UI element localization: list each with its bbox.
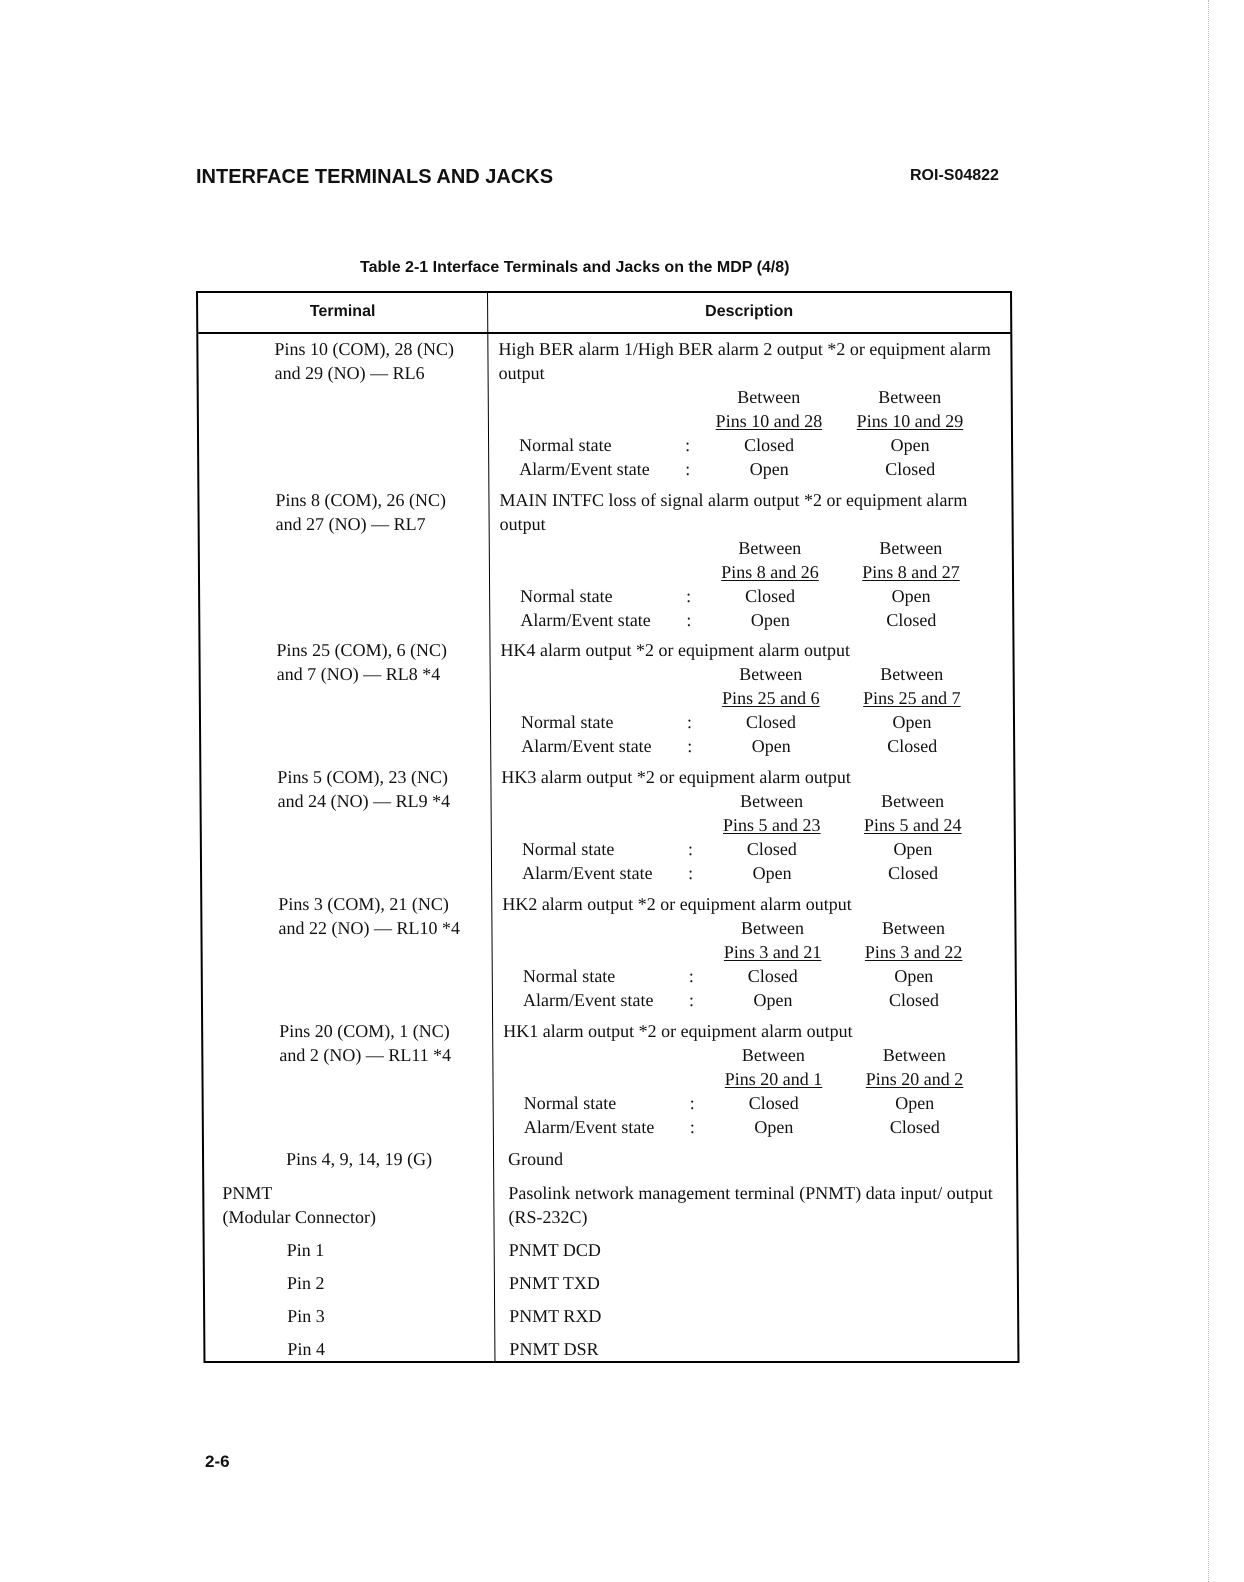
terminal-line: and 2 (NO) — RL11 *4 (279, 1045, 452, 1065)
pins-a-label (698, 1067, 848, 1091)
pins-a-text: Pins 25 and 6 (722, 688, 820, 708)
pin3-description: PNMT RXD (509, 1306, 602, 1326)
pins-a-text: Pins 10 and 28 (715, 411, 823, 431)
pin3-terminal: Pin 3 (287, 1306, 325, 1326)
alarm-state-label: Alarm/Event state (523, 1117, 655, 1137)
pnmt-terminal-line1: PNMT (222, 1183, 273, 1203)
between-a-label: Between (740, 918, 805, 938)
between-b-label: Between (878, 387, 942, 407)
pins-b-label (835, 409, 985, 433)
colon: : (686, 586, 692, 606)
normal-state-label: Normal state (520, 712, 614, 732)
pins-b-label (839, 1067, 989, 1091)
alarm-value-a: Open (750, 610, 790, 630)
terminal-line: and 22 (NO) — RL10 *4 (278, 918, 461, 938)
normal-value-a: Closed (743, 435, 795, 455)
terminal-line: Pins 3 (COM), 21 (NC) (278, 894, 449, 914)
table-caption: Table 2-1 Interface Terminals and Jacks on the MDP (4/8) (360, 259, 790, 276)
pins-a-label (695, 560, 845, 584)
between-a-label: Between (741, 1045, 805, 1065)
section-title: INTERFACE TERMINALS AND JACKS (196, 166, 554, 188)
row-description: HK4 alarm output *2 or equipment alarm output (500, 640, 851, 660)
between-a-label: Between (739, 791, 804, 811)
alarm-value-b: Closed (885, 459, 936, 479)
colon: : (687, 863, 694, 883)
interface-table (196, 291, 1019, 1363)
page-number: 2-6 (205, 1452, 230, 1471)
ground-description: Ground (507, 1149, 564, 1169)
alarm-state-label: Alarm/Event state (522, 990, 654, 1010)
between-b-label: Between (882, 1045, 946, 1065)
pins-a-text: Pins 20 and 1 (724, 1069, 823, 1089)
pnmt-description: Pasolink network management terminal (PNMT) data input/ output (RS-232C) (508, 1183, 993, 1227)
normal-value-b: Open (892, 712, 932, 732)
pin1-terminal: Pin 1 (286, 1240, 325, 1260)
between-a-label: Between (737, 387, 801, 407)
alarm-value-b: Closed (889, 1117, 940, 1137)
normal-state-label: Normal state (521, 839, 615, 859)
page-edge-line (1208, 0, 1209, 1582)
pnmt-terminal-line2: (Modular Connector) (222, 1207, 377, 1227)
pins-a-text: Pins 3 and 21 (723, 942, 822, 962)
colon: : (686, 712, 693, 732)
document-code: ROI-S04822 (910, 167, 999, 184)
pins-b-label (839, 940, 989, 964)
alarm-state-label: Alarm/Event state (519, 459, 650, 479)
pins-b-text: Pins 10 and 29 (856, 411, 964, 431)
header-rule (198, 332, 1010, 334)
normal-value-b: Open (895, 1093, 935, 1113)
alarm-value-a: Open (751, 736, 791, 756)
pins-a-label (698, 940, 848, 964)
normal-value-b: Open (894, 966, 934, 986)
normal-value-a: Closed (745, 586, 796, 606)
pin2-terminal: Pin 2 (286, 1273, 325, 1293)
pins-b-label (836, 560, 986, 584)
alarm-state-label: Alarm/Event state (520, 610, 651, 630)
alarm-value-a: Open (752, 863, 792, 883)
pin2-description: PNMT TXD (508, 1273, 600, 1293)
alarm-value-a: Open (749, 459, 789, 479)
pin1-description: PNMT DCD (508, 1240, 601, 1260)
alarm-value-b: Closed (886, 610, 937, 630)
pins-a-text: Pins 5 and 23 (722, 815, 821, 835)
colon: : (687, 839, 693, 859)
row-description: MAIN INTFC loss of signal alarm output *2 or equipment alarm output (499, 490, 968, 534)
row-description: HK3 alarm output *2 or equipment alarm output (501, 767, 851, 787)
normal-value-b: Open (893, 839, 933, 859)
terminal-line: Pins 5 (COM), 23 (NC) (277, 767, 448, 787)
alarm-value-a: Open (754, 1117, 794, 1137)
row-description: HK1 alarm output *2 or equipment alarm output (503, 1021, 853, 1041)
pins-b-text: Pins 20 and 2 (865, 1069, 964, 1089)
between-b-label: Between (880, 664, 944, 684)
alarm-value-b: Closed (887, 736, 938, 756)
row-description: High BER alarm 1/High BER alarm 2 output *2 or equipment alarm output (498, 339, 991, 383)
alarm-value-b: Closed (888, 990, 940, 1010)
alarm-value-b: Closed (887, 863, 939, 883)
pins-a-label (696, 686, 846, 710)
terminal-line: Pins 20 (COM), 1 (NC) (279, 1021, 450, 1041)
pins-b-text: Pins 5 and 24 (863, 815, 962, 835)
alarm-value-a: Open (753, 990, 793, 1010)
pins-a-label (694, 409, 844, 433)
pins-b-text: Pins 8 and 27 (862, 562, 960, 582)
pins-b-label (838, 813, 988, 837)
between-a-label: Between (739, 664, 803, 684)
alarm-state-label: Alarm/Event state (521, 863, 653, 883)
between-b-label: Between (879, 538, 943, 558)
normal-state-label: Normal state (519, 435, 612, 455)
ground-terminal: Pins 4, 9, 14, 19 (G) (285, 1149, 433, 1169)
pins-b-text: Pins 3 and 22 (864, 942, 963, 962)
terminal-line: and 7 (NO) — RL8 *4 (276, 664, 441, 684)
colon: : (689, 1093, 695, 1113)
normal-value-b: Open (890, 435, 930, 455)
normal-state-label: Normal state (523, 1093, 617, 1113)
colon: : (685, 435, 691, 455)
terminal-line: Pins 10 (COM), 28 (NC) (274, 339, 454, 359)
normal-state-label: Normal state (520, 586, 613, 606)
column-header-description: Description (705, 303, 794, 320)
pins-a-text: Pins 8 and 26 (721, 562, 819, 582)
colon: : (688, 966, 694, 986)
colon: : (685, 459, 691, 479)
pins-b-label (837, 686, 987, 710)
normal-state-label: Normal state (522, 966, 616, 986)
terminal-line: and 27 (NO) — RL7 (275, 514, 426, 534)
colon: : (688, 990, 695, 1010)
pins-a-label (697, 813, 847, 837)
normal-value-a: Closed (747, 966, 798, 986)
between-a-label: Between (738, 538, 802, 558)
column-divider (487, 293, 495, 1361)
terminal-line: and 29 (NO) — RL6 (274, 363, 425, 383)
normal-value-a: Closed (748, 1093, 799, 1113)
terminal-line: Pins 8 (COM), 26 (NC) (275, 490, 447, 510)
between-b-label: Between (880, 791, 945, 811)
pin4-description: PNMT DSR (509, 1339, 599, 1359)
terminal-line: and 24 (NO) — RL9 *4 (277, 791, 451, 811)
between-b-label: Between (881, 918, 946, 938)
pin4-terminal: Pin 4 (287, 1339, 325, 1359)
normal-value-a: Closed (745, 712, 797, 732)
terminal-line: Pins 25 (COM), 6 (NC) (276, 640, 448, 660)
column-header-terminal: Terminal (309, 303, 376, 320)
colon: : (689, 1117, 695, 1137)
colon: : (686, 610, 692, 630)
pins-b-text: Pins 25 and 7 (863, 688, 961, 708)
row-description: HK2 alarm output *2 or equipment alarm output (502, 894, 852, 914)
alarm-state-label: Alarm/Event state (521, 736, 652, 756)
colon: : (687, 736, 693, 756)
normal-value-a: Closed (746, 839, 797, 859)
normal-value-b: Open (891, 586, 931, 606)
